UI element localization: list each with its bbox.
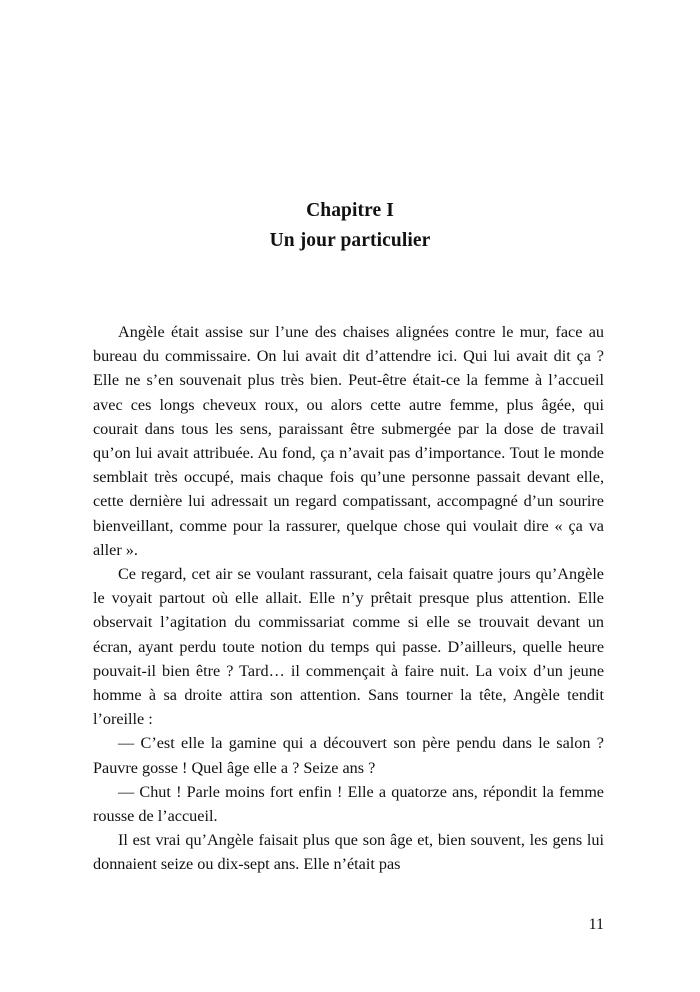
paragraph: — Chut ! Parle moins fort enfin ! Elle a quatorze ans, répondit la femme rousse de l’accueil. (93, 782, 604, 826)
body-text (93, 320, 604, 877)
paragraph: Ce regard, cet air se voulant rassurant, cela faisait quatre jours qu’Angèle le voyait partout où elle allait. Elle n’y prêtait presque plus attention. Elle observait l’agitation du commissariat comme si elle se trouvait devant un écran, ayant perdu toute notion du temps qui passe. D’ailleurs, quelle heure pouvait-il bien être ? Tard… il commençait à faire nuit. La voix d’un jeune homme à sa droite attira son attention. Sans tourner la tête, Angèle tendit l’oreille : (93, 565, 604, 729)
paragraph: Il est vrai qu’Angèle faisait plus que son âge et, bien souvent, les gens lui donnaient seize ou dix-sept ans. Elle n’était pas (93, 831, 604, 874)
paragraph: — C’est elle la gamine qui a découvert son père pendu dans le salon ? Pauvre gosse ! Quel âge elle a ? Seize ans ? (93, 734, 604, 777)
chapter-number: Chapitre I (306, 200, 394, 221)
page-number: 11 (588, 916, 604, 933)
chapter-heading (0, 196, 700, 256)
chapter-title: Un jour particulier (269, 230, 431, 251)
paragraph: Angèle était assise sur l’une des chaises alignées contre le mur, face au bureau du commissaire. On lui avait dit d’attendre ici. Qui lui avait dit ça ? Elle ne s’en souvenait plus très bien. Peut-être était-ce la femme à l’accueil avec ces longs cheveux roux, ou alors cette autre femme, plus âgée, qui courait dans tous les sens, paraissant être submergée par la dose de travail qu’on lui avait attribuée. Au fond, ça n’avait pas d’importance. Tout le monde semblait très occupé, mais chaque fois qu’une personne passait devant elle, cette dernière lui adressait un regard compatissant, accompagné d’un sourire bienveillant, comme pour la rassurer, quelque chose qui voulait dire « ça va aller ». (93, 323, 604, 559)
